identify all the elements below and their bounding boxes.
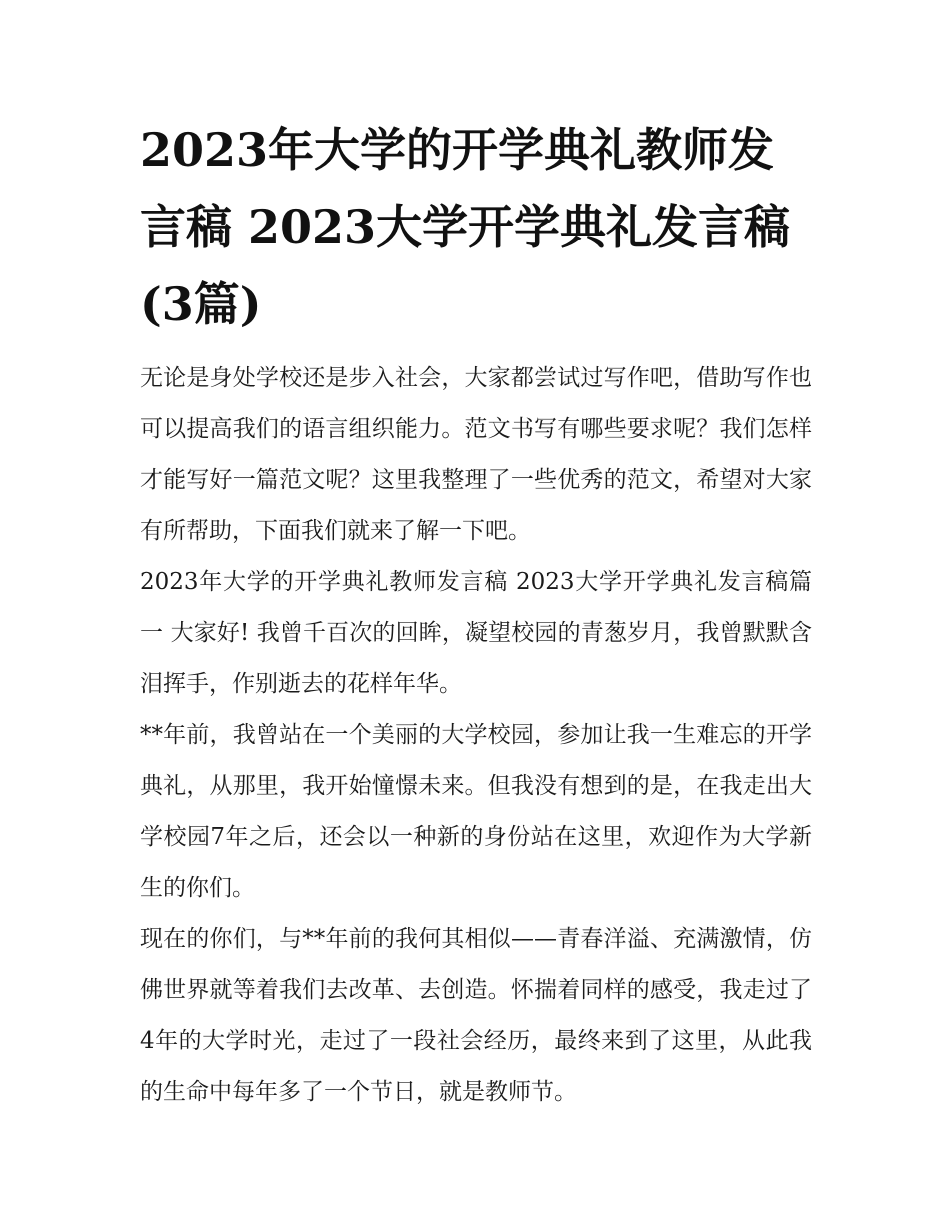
document-page bbox=[140, 112, 812, 1118]
document-body bbox=[140, 353, 812, 1118]
paragraph-present: 现在的你们，与**年前的我何其相似——青春洋溢、充满激情，仿佛世界就等着我们去改革、去创造。怀揣着同样的感受，我走过了4年的大学时光，走过了一段社会经历，最终来到了这里，从此我的生命中每年多了一个节日，就是教师节。 bbox=[140, 926, 812, 1105]
document-title: 2023年大学的开学典礼教师发言稿 2023大学开学典礼发言稿(3篇) bbox=[140, 123, 791, 331]
paragraph-memory: **年前，我曾站在一个美丽的大学校园，参加让我一生难忘的开学典礼，从那里，我开始憧憬未来。但我没有想到的是，在我走出大学校园7年之后，还会以一种新的身份站在这里，欢迎作为大学新生的你们。 bbox=[140, 722, 812, 901]
paragraph-intro: 无论是身处学校还是步入社会，大家都尝试过写作吧，借助写作也可以提高我们的语言组织能力。范文书写有哪些要求呢？我们怎样才能写好一篇范文呢？这里我整理了一些优秀的范文，希望对大家有所帮助，下面我们就来了解一下吧。 bbox=[140, 365, 812, 544]
paragraph-greeting: 2023年大学的开学典礼教师发言稿 2023大学开学典礼发言稿篇一 大家好! 我曾千百次的回眸，凝望校园的青葱岁月，我曾默默含泪挥手，作别逝去的花样年华。 bbox=[140, 569, 812, 697]
